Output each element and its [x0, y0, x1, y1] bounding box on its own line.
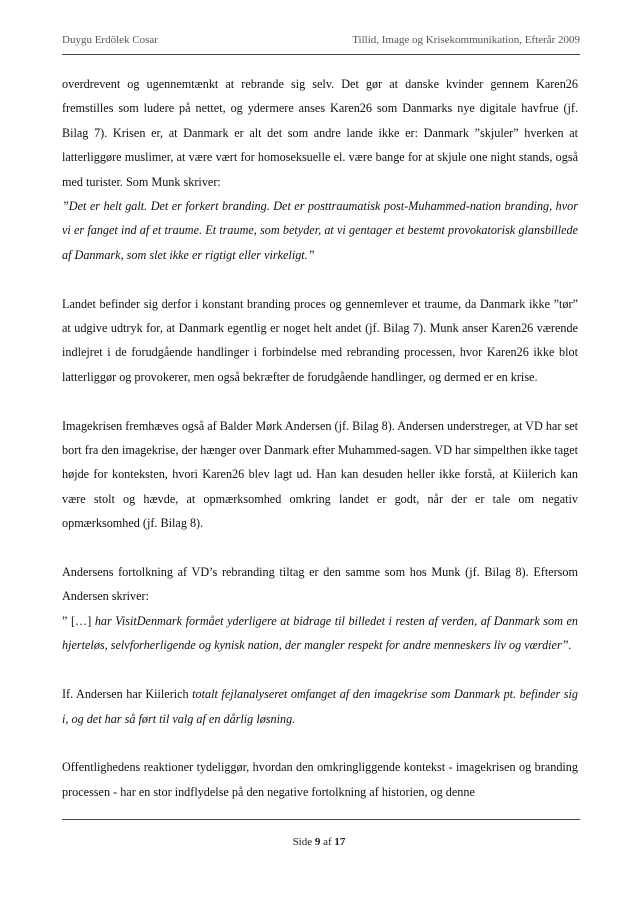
paragraph-gap [62, 658, 578, 682]
paragraph-5-text: If. Andersen har Kiilerich [62, 687, 193, 702]
paragraph-5 [62, 682, 578, 731]
paragraph-3: Imagekrisen fremhæves også af Balder Mørk Andersen (jf. Bilag 8). Andersen understreger, at VD har set bort fra den imagekrise, der hænger over Danmark efter Muhammed-sagen. VD har simpelthen ikke taget højde for konteksten, hvori Karen26 blev lagt ud. Han kan desuden heller ikke forstå, at Kiilerich kan være stolt og hævde, at opmærksomhed omkring landet er godt, når der er tale om negativ opmærksomhed (jf. Bilag 8). [62, 418, 578, 531]
paragraph-5-italic: totalt fejlanalyseret omfanget af den imagekrise som Danmark pt. befinder sig i, og det har så ført til valg af en dårlig løsning. [62, 687, 578, 726]
paragraph-gap [62, 389, 578, 413]
page-footer [0, 836, 638, 848]
footer-page-number: 9 [314, 836, 321, 848]
block-quote-andersen [62, 609, 578, 658]
footer-page-total: 17 [334, 836, 346, 848]
paragraph-1: overdrevent og ugennemtænkt at rebrande sig selv. Det gør at danske kvinder gennem Karen26 fremstilles som ludere på nettet, og ydermere anses Karen26 som Danmarks nye digitale havfrue (jf. Bilag 7). Krisen er, at Danmark er alt det som andre lande ikke er: Danmark ”skjuler” hverken at latterliggøre muslimer, at være vært for homoseksuelle el. være bange for at skjule one night stands, også med turister. Som Munk skriver: [62, 77, 578, 189]
paragraph-2: Landet befinder sig derfor i konstant branding proces og gennemlever et traume, da Danmark ikke ”tør” at udgive udtryk for, at Danmark egentlig er noget helt andet (jf. Bilag 7). Munk anser Karen26 værende indlejret i de forudgående handlinger i forbindelse med rebranding processen, hvor Karen26 ikke blot latterliggør og provokerer, men også bekræfter de forudgående handlinger, og dermed er en krise. [62, 296, 578, 384]
footer-prefix: Side [292, 836, 315, 848]
quote-open-mark: ” […] [62, 613, 95, 628]
paragraph-6: Offentlighedens reaktioner tydeliggør, hvordan den omkringliggende kontekst - imagekrisen og branding processen - har en stor indflydelse på den negative fortolkning af historien, og denne [62, 760, 578, 799]
footer-middle: af [320, 836, 335, 848]
block-quote-munk: ”Det er helt galt. Det er forkert branding. Det er posttraumatisk post-Muhammed-nation branding, hvor vi er fanget ind af et traume. Et traume, som betyder, at vi gentager et bestemt provokatorisk glansbillede af Danmark, som slet ikke er rigtigt eller virkeligt.” [62, 199, 578, 262]
page-header [62, 34, 580, 50]
quote-text: har VisitDenmark formået yderligere at bidrage til billedet i resten af verden, af Danmark som en hjerteløs, selvforherligende og kynisk nation, der mangler respekt for andre menneskers liv og værdier”. [62, 613, 578, 653]
header-author: Duygu Erdölek Cosar [62, 34, 158, 46]
paragraph-gap [62, 267, 578, 291]
paragraph-4: Andersens fortolkning af VD’s rebranding tiltag er den samme som hos Munk (jf. Bilag 8). Eftersom Andersen skriver: [62, 565, 578, 604]
footer-divider [62, 819, 580, 820]
paragraph-gap [62, 731, 578, 755]
page-body [62, 72, 578, 804]
header-title: Tillid, Image og Krisekommunikation, Efterår 2009 [352, 34, 580, 46]
header-divider [62, 54, 580, 55]
paragraph-gap [62, 536, 578, 560]
